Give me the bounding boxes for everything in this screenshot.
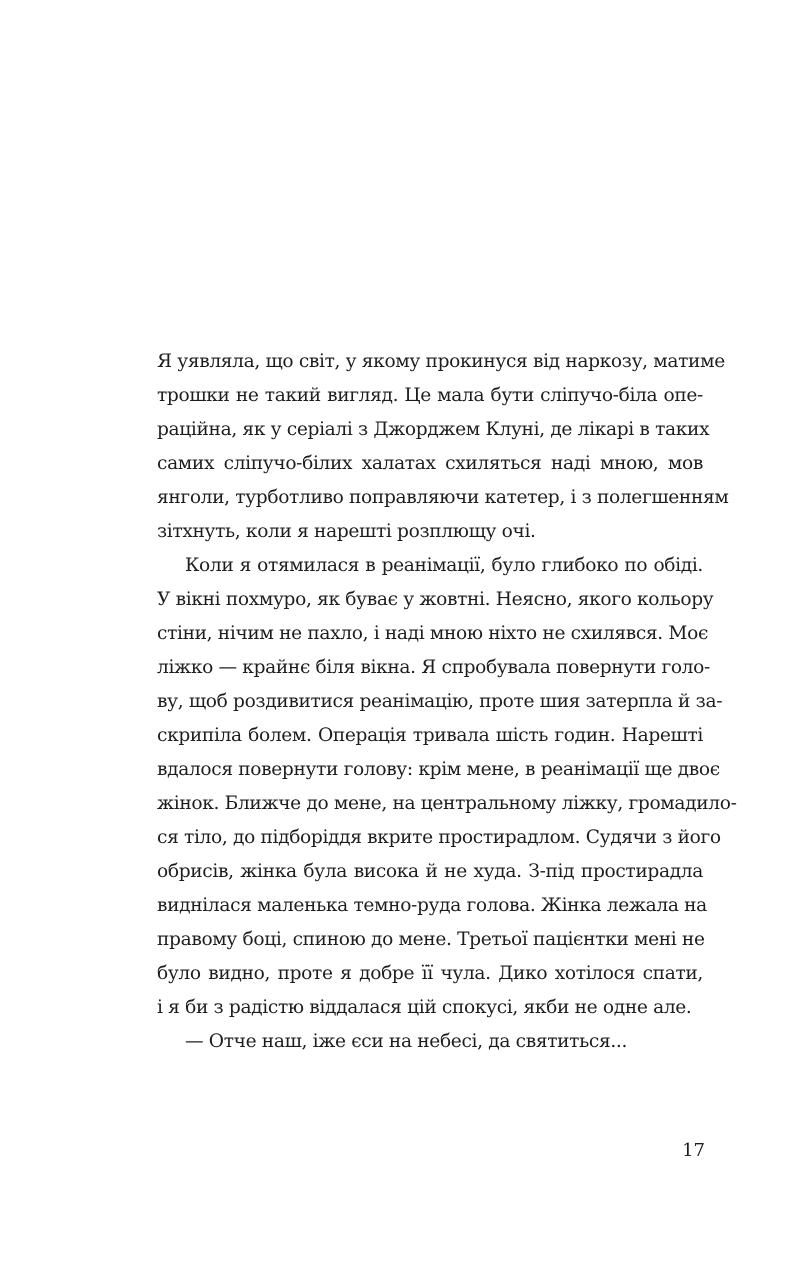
text-line: янголи, турботливо поправляючи катетер, і з полегшенням	[157, 487, 729, 508]
text-line: трошки не такий вигляд. Це мала бути сліпучо-біла опе-	[157, 385, 703, 406]
text-line: ся тіло, до підборіддя вкрите простирадлом. Судячи з його	[157, 827, 721, 848]
text-line: Я уявляла, що світ, у якому прокинуся від наркозу, матиме	[157, 351, 725, 372]
text-line: стіни, нічим не пахло, і наді мною ніхто не схилявся. Моє	[157, 623, 709, 644]
paragraph	[157, 345, 729, 549]
text-line: виднілася маленька темно-руда голова. Жінка лежала на	[157, 895, 707, 916]
text-line: скрипіла болем. Операція тривала шість годин. Нарешті	[157, 725, 703, 746]
text-line: зітхнуть, коли я нарешті розплющу очі.	[157, 521, 536, 542]
paragraph	[157, 549, 737, 1025]
paragraph	[157, 1025, 703, 1059]
text-line: раційна, як у серіалі з Джорджем Клуні, де лікарі в таких	[157, 419, 710, 440]
text-line: ліжко — крайнє біля вікна. Я спробувала повернути голо-	[157, 657, 710, 678]
text-line: У вікні похмуро, як буває у жовтні. Неясно, якого кольору	[157, 589, 714, 610]
text-line: самих сліпучо-білих халатах схиляться наді мною, мов	[157, 453, 703, 474]
text-line: і я би з радістю віддалася цій спокусі, якби не одне але.	[157, 997, 692, 1018]
page-number: 17	[682, 1140, 705, 1161]
text-line: жінок. Ближче до мене, на центральному ліжку, громадило-	[157, 793, 737, 814]
text-line: Коли я отямилася в реанімації, було глибоко по обіді.	[185, 555, 703, 576]
text-line: — Отче наш, іже єси на небесі, да святиться...	[185, 1031, 628, 1052]
text-line: вдалося повернути голову: крім мене, в реанімації ще двоє	[157, 759, 720, 780]
text-line: ву, щоб роздивитися реанімацію, проте шия затерпла й за-	[157, 691, 723, 712]
body-text	[157, 345, 737, 1059]
text-line: правому боці, спиною до мене. Третьої пацієнтки мені не	[157, 929, 705, 950]
text-line: обрисів, жінка була висока й не худа. З-під простирадла	[157, 861, 703, 882]
text-line: було видно, проте я добре її чула. Дико хотілося спати,	[157, 963, 703, 984]
